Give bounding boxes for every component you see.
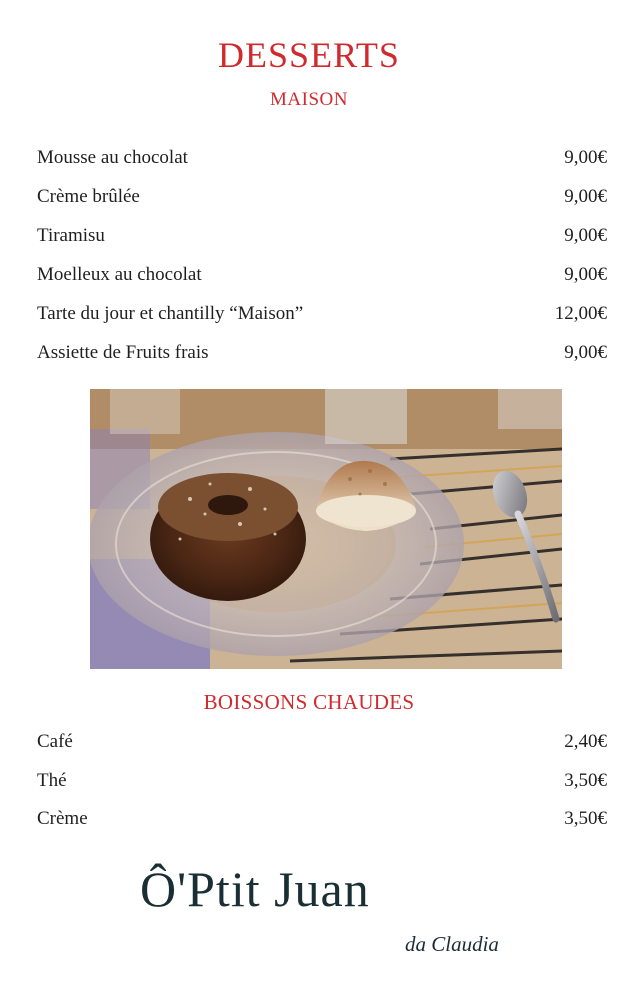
menu-item-name: Thé bbox=[37, 769, 67, 791]
menu-item-price: 9,00€ bbox=[564, 225, 607, 246]
boissons-list bbox=[37, 731, 607, 847]
menu-item-price: 9,00€ bbox=[564, 264, 607, 285]
menu-item-price: 12,00€ bbox=[554, 303, 607, 324]
menu-item-price: 9,00€ bbox=[564, 186, 607, 207]
menu-item-price: 9,00€ bbox=[564, 147, 607, 168]
menu-item-price: 9,00€ bbox=[564, 342, 607, 363]
desserts-list bbox=[37, 147, 607, 381]
logo-main-text: Ô'Ptit Juan bbox=[140, 861, 370, 917]
menu-item-name: Crème brûlée bbox=[37, 186, 140, 207]
menu-item bbox=[37, 808, 607, 847]
logo-sub-text: da Claudia bbox=[405, 932, 499, 956]
menu-item bbox=[37, 225, 607, 264]
menu-item-name: Mousse au chocolat bbox=[37, 147, 188, 168]
section-title-boissons: BOISSONS CHAUDES bbox=[203, 690, 415, 714]
menu-item bbox=[37, 147, 607, 186]
menu-item-name: Crème bbox=[37, 808, 88, 829]
menu-item-name: Tiramisu bbox=[37, 225, 105, 246]
menu-item bbox=[37, 186, 607, 225]
menu-item-name: Assiette de Fruits frais bbox=[37, 342, 209, 363]
menu-item bbox=[37, 770, 607, 809]
menu-item bbox=[37, 731, 607, 770]
menu-item-name: Tarte du jour et chantilly “Maison” bbox=[37, 303, 304, 324]
menu-item bbox=[37, 303, 607, 342]
dessert-photo bbox=[90, 389, 562, 669]
dessert-photo-illustration bbox=[90, 389, 562, 669]
menu-item-price: 3,50€ bbox=[564, 769, 607, 791]
page-subtitle: MAISON bbox=[270, 89, 348, 110]
menu-item bbox=[37, 264, 607, 303]
menu-item-name: Moelleux au chocolat bbox=[37, 264, 202, 285]
restaurant-logo bbox=[100, 848, 540, 968]
menu-item-price: 3,50€ bbox=[564, 808, 607, 829]
menu-item-name: Café bbox=[37, 731, 73, 752]
page-title: DESSERTS bbox=[218, 35, 400, 75]
menu-item-price: 2,40€ bbox=[564, 731, 607, 752]
menu-item bbox=[37, 342, 607, 381]
